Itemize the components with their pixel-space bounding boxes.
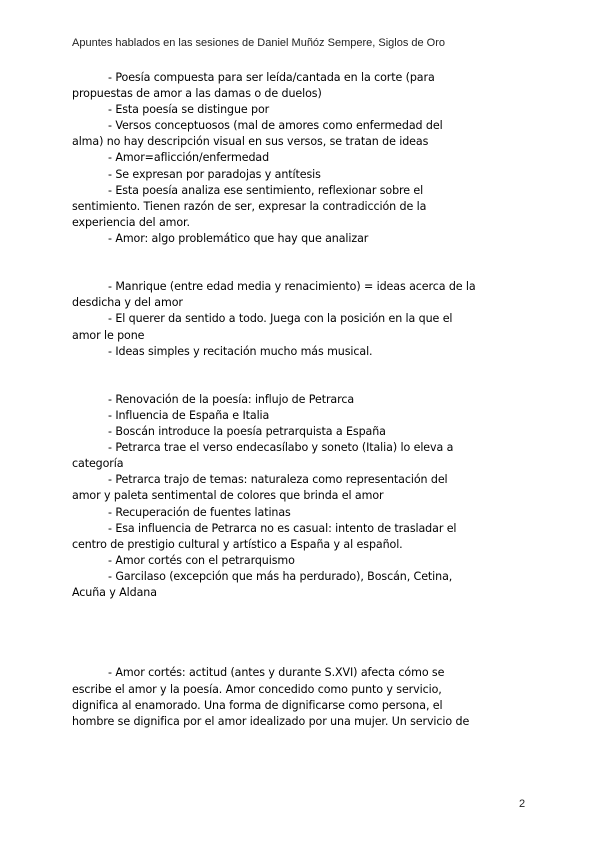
text-line: - Poesía compuesta para ser leída/cantada en la corte (para — [108, 71, 435, 84]
text-line: - Amor=aflicción/enfermedad — [108, 151, 270, 165]
bullet-paragraph — [72, 472, 532, 504]
document-body — [72, 70, 532, 730]
text-line: - Boscán introduce la poesía petrarquista a España — [108, 425, 386, 439]
text-line: amor y paleta sentimental de colores que brinda el amor — [72, 489, 384, 503]
text-line: escribe el amor y la poesía. Amor concedido como punto y servicio, — [72, 682, 442, 696]
text-line: - Ideas simples y recitación mucho más musical. — [108, 344, 373, 358]
bullet-paragraph — [72, 183, 532, 231]
bullet-paragraph — [72, 70, 532, 102]
bullet-paragraph — [72, 118, 532, 150]
text-line: categoría — [72, 457, 124, 471]
text-line: hombre se dignifica por el amor idealizado por una mujer. Un servicio de — [72, 714, 470, 728]
text-line: dignifica al enamorado. Una forma de dignificarse como persona, el — [72, 698, 443, 712]
page-number: 2 — [519, 798, 526, 810]
text-line: - Recuperación de fuentes latinas — [108, 505, 291, 519]
text-line: experiencia del amor. — [72, 215, 190, 229]
text-line: Acuña y Aldana — [72, 586, 157, 599]
bullet-paragraph — [72, 311, 532, 343]
bullet-paragraph — [72, 279, 532, 311]
bullet-paragraph — [72, 521, 532, 553]
section-gap — [72, 601, 532, 633]
text-line: - Influencia de España e Italia — [108, 408, 270, 422]
section-gap — [72, 247, 532, 279]
bullet-paragraph — [72, 553, 532, 569]
text-line: - Garcilaso (excepción que más ha perdurado), Boscán, Cetina, — [108, 569, 453, 583]
bullet-paragraph — [72, 102, 532, 118]
bullet-paragraph — [72, 665, 532, 729]
text-line: amor le pone — [72, 328, 145, 342]
text-line: centro de prestigio cultural y artístico a España y al español. — [72, 537, 403, 551]
text-line: - Amor cortés con el petrarquismo — [108, 553, 295, 567]
bullet-paragraph — [72, 569, 532, 601]
text-line: - Esa influencia de Petrarca no es casual: intento de trasladar el — [108, 521, 457, 535]
text-line: - El querer da sentido a todo. Juega con la posición en la que el — [108, 312, 453, 326]
bullet-paragraph — [72, 167, 532, 183]
bullet-paragraph — [72, 408, 532, 424]
bullet-paragraph — [72, 440, 532, 472]
text-line: - Esta poesía se distingue por — [108, 103, 270, 117]
bullet-paragraph — [72, 392, 532, 408]
text-line: - Petrarca trae el verso endecasílabo y soneto (Italia) lo eleva a — [108, 441, 454, 455]
text-line: - Renovación de la poesía: influjo de Petrarca — [108, 392, 355, 406]
document-header: Apuntes hablados en las sesiones de Daniel Muñóz Sempere, Siglos de Oro — [72, 37, 446, 49]
text-line: - Amor cortés: actitud (antes y durante S.XVI) afecta cómo se — [108, 666, 445, 680]
bullet-paragraph — [72, 231, 532, 247]
text-line: alma) no hay descripción visual en sus versos, se tratan de ideas — [72, 135, 429, 149]
text-line: - Manrique (entre edad media y renacimiento) = ideas acerca de la — [108, 280, 476, 294]
section-gap — [72, 360, 532, 392]
section-gap — [72, 633, 532, 665]
bullet-paragraph — [72, 150, 532, 166]
text-line: - Amor: algo problemático que hay que analizar — [108, 231, 369, 245]
text-line: - Petrarca trajo de temas: naturaleza como representación del — [108, 473, 448, 487]
text-line: desdicha y del amor — [72, 296, 183, 310]
text-line: - Versos conceptuosos (mal de amores como enfermedad del — [108, 119, 443, 133]
bullet-paragraph — [72, 344, 532, 360]
text-line: sentimiento. Tienen razón de ser, expresar la contradicción de la — [72, 199, 427, 213]
bullet-paragraph — [72, 424, 532, 440]
bullet-paragraph — [72, 505, 532, 521]
text-line: - Se expresan por paradojas y antítesis — [108, 167, 321, 181]
text-line: - Esta poesía analiza ese sentimiento, reflexionar sobre el — [108, 183, 424, 197]
text-line: propuestas de amor a las damas o de duelos) — [72, 87, 322, 101]
